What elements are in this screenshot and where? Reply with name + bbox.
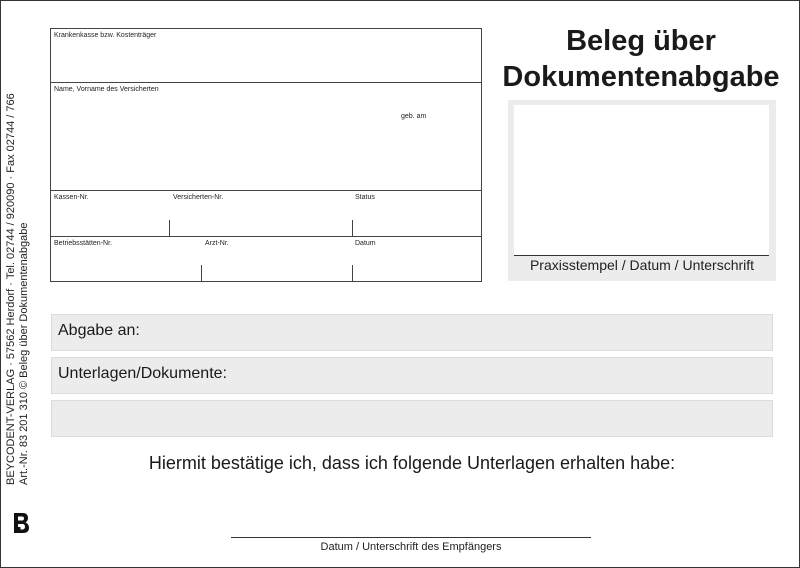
dob-label: geb. am [401,113,427,120]
insurance-data-form [50,28,482,282]
divider-tick [352,265,353,281]
insurer-row [51,29,481,83]
documents-extra-field[interactable] [51,400,773,437]
publisher-address: BEYCODENT-VERLAG · 57562 Herdorf · Tel. 02744 / 920090 · Fax 02744 / 766 [5,93,17,485]
title-line-1: Beleg über [566,25,716,57]
insured-number-label: Versicherten-Nr. [173,194,224,201]
date-label: Datum [355,240,376,247]
practice-numbers-row [51,237,481,282]
insurer-number-label: Kassen-Nr. [54,194,89,201]
article-number: Art.-Nr. 83 201 310 © Beleg über Dokumentenabgabe [18,222,30,485]
title-line-2: Dokumentenabgabe [502,61,780,93]
practice-stamp-area [508,100,776,281]
confirmation-statement: Hiermit bestätige ich, dass ich folgende Unterlagen erhalten habe: [148,453,676,473]
insurer-label: Krankenkasse bzw. Kostenträger [54,32,157,39]
divider-tick [201,265,202,281]
divider-tick [169,220,170,236]
documents-label: Unterlagen/Dokumente: [58,365,227,382]
document-title [493,23,789,95]
beycodent-logo-icon [12,512,30,534]
stamp-box [514,105,769,256]
insured-name-label: Name, Vorname des Versicherten [54,86,159,93]
handover-to-label: Abgabe an: [58,322,140,339]
signature-line[interactable] [231,537,591,538]
divider-tick [352,220,353,236]
publisher-side-text [5,85,47,485]
status-label: Status [355,194,375,201]
doctor-number-label: Arzt-Nr. [205,240,229,247]
handover-to-field[interactable] [51,314,773,351]
signature-label: Datum / Unterschrift des Empfängers [320,541,502,553]
documents-field[interactable] [51,357,773,394]
site-number-label: Betriebsstätten-Nr. [54,240,112,247]
insured-row [51,83,481,191]
stamp-label: Praxisstempel / Datum / Unterschrift [529,257,755,273]
insurance-numbers-row [51,191,481,237]
